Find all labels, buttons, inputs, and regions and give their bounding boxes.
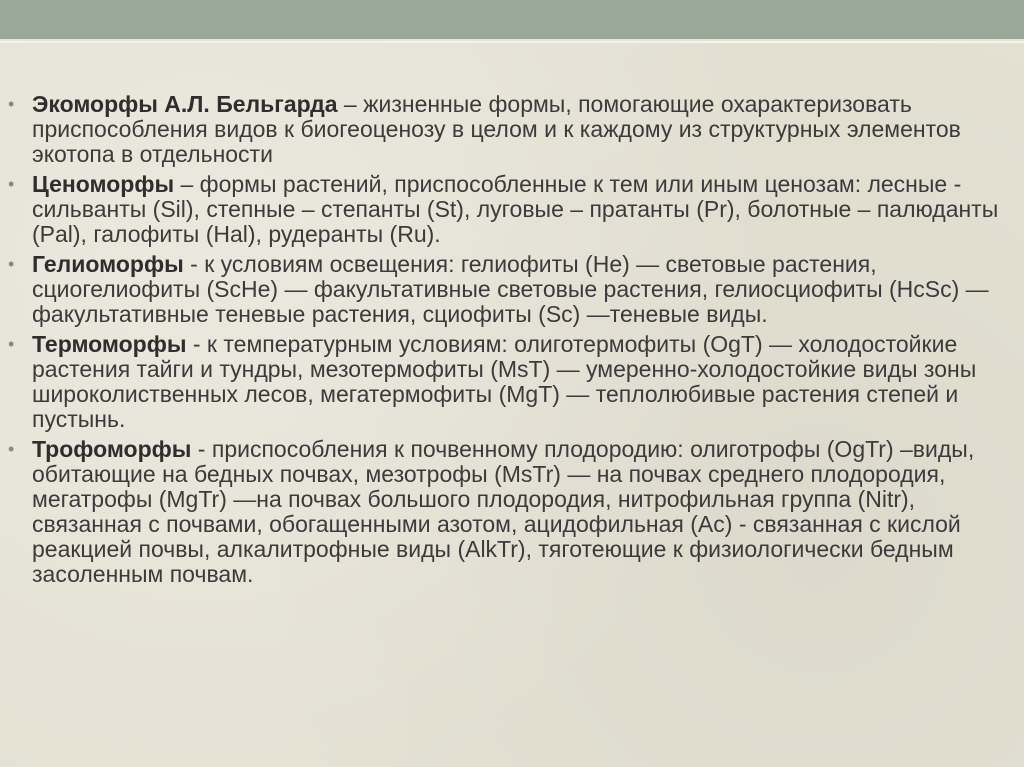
- bullet-description: – формы растений, приспособленные к тем или иным ценозам: лесные - сильванты (Sil), степные – степанты (St), луговые – пратанты (Pr), болотные – палюданты (Pal), галофиты (Hal), рудеранты (Ru).: [32, 171, 999, 247]
- bullet-description: - к условиям освещения: гелиофиты (He) — световые растения, сциогелиофиты (ScHe) — факультативные световые растения, гелиосциофиты (HcSc) — факультативные теневые растения, сциофиты (Sc) —теневые виды.: [32, 251, 989, 327]
- bullet-item-ecomorphs: [8, 92, 1004, 167]
- bullet-text: [32, 437, 1004, 587]
- bullet-term: Трофоморфы: [32, 436, 192, 462]
- slide-background: [0, 43, 1024, 767]
- bullet-dot-icon: •: [8, 439, 15, 459]
- bullet-term: Ценоморфы: [32, 171, 175, 197]
- bullet-list: [8, 92, 1004, 592]
- bullet-dot-icon: •: [8, 174, 15, 194]
- bullet-description: – жизненные формы, помогающие охарактеризовать приспособления видов к биогеоценозу в целом и к каждому из структурных элементов экотопа в отдельности: [32, 91, 961, 167]
- bullet-text: [32, 252, 1004, 327]
- bullet-dot-icon: •: [8, 334, 15, 354]
- bullet-item-trophomorphs: [8, 437, 1004, 587]
- bullet-item-thermomorphs: [8, 332, 1004, 432]
- bullet-item-heliomorphs: [8, 252, 1004, 327]
- bullet-term: Гелиоморфы: [32, 251, 184, 277]
- bullet-text: [32, 332, 1004, 432]
- bullet-description: - приспособления к почвенному плодородию: олиготрофы (OgTr) –виды, обитающие на бедных почвах, мезотрофы (MsTr) — на почвах среднего плодородия, мегатрофы (MgTr) —на почвах большого плодородия, нитрофильная группа (Nitr), связанная с почвами, обогащенными азотом, ацидофильная (Ac) - связанная с кислой реакцией почвы, алкалитрофные виды (AlkTr), тяготеющие к физиологически бедным засоленным почвам.: [32, 436, 975, 587]
- bullet-dot-icon: •: [8, 94, 15, 114]
- bullet-description: - к температурным условиям: олиготермофиты (OgT) — холодостойкие растения тайги и тундры, мезотермофиты (MsT) — умеренно-холодостойкие виды зоны широколиственных лесов, мегатермофиты (MgT) — теплолюбивые растения степей и пустынь.: [32, 331, 977, 432]
- bullet-dot-icon: •: [8, 254, 15, 274]
- bullet-text: [32, 92, 1004, 167]
- bullet-text: [32, 172, 1004, 247]
- bullet-item-cenomorphs: [8, 172, 1004, 247]
- top-banner: [0, 0, 1024, 39]
- bullet-term: Экоморфы А.Л. Бельгарда: [32, 91, 338, 117]
- bullet-term: Термоморфы: [32, 331, 187, 357]
